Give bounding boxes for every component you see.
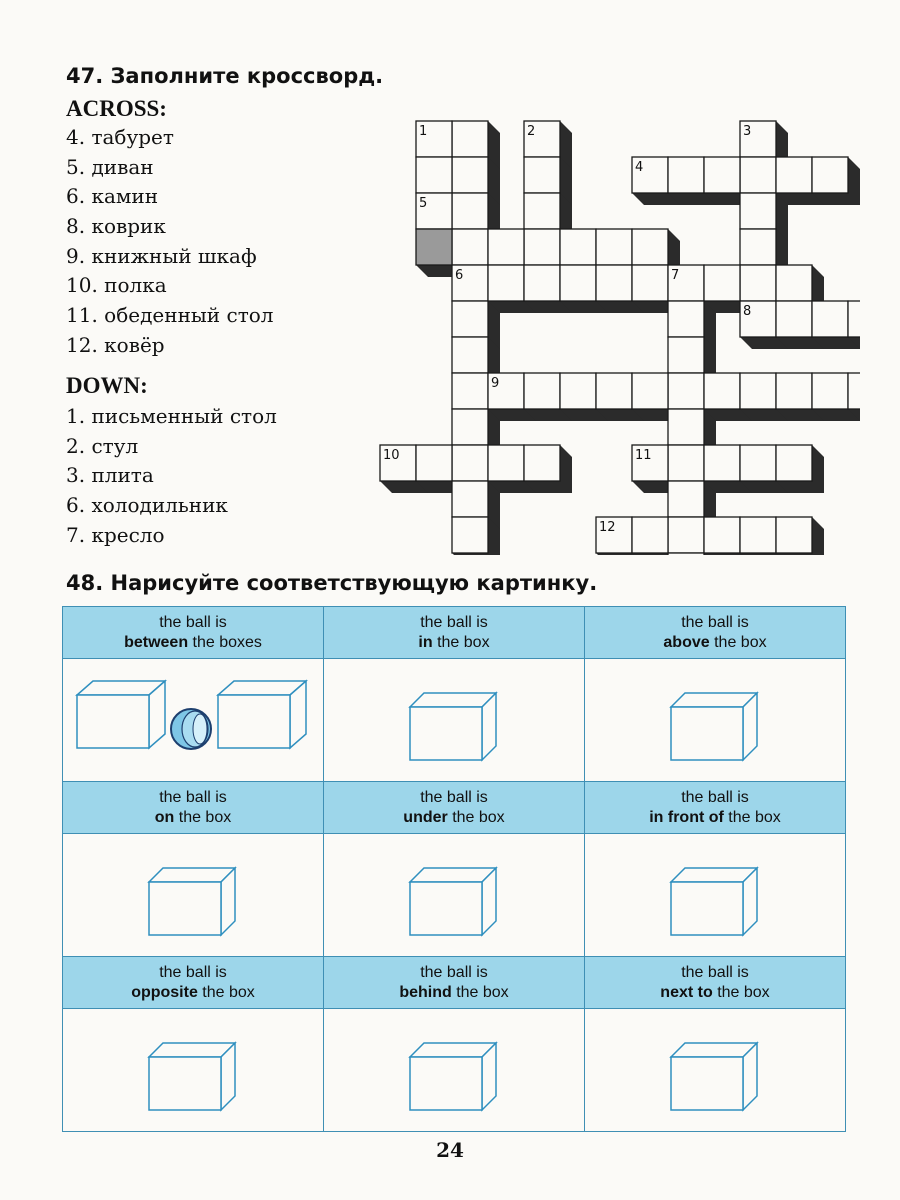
crossword-cell[interactable] <box>776 157 812 193</box>
crossword-cell[interactable] <box>416 157 452 193</box>
clue-number: 6 <box>455 268 464 283</box>
crossword-cell[interactable] <box>704 445 740 481</box>
clue-number: 7 <box>671 268 680 283</box>
down-heading: DOWN: <box>66 373 148 398</box>
clue-number: 3 <box>743 124 752 139</box>
crossword-cell[interactable] <box>524 193 560 229</box>
clue-number: 9 <box>491 376 500 391</box>
across-clue: 8. коврик <box>66 214 166 239</box>
box-front <box>671 707 743 760</box>
crossword-cell[interactable] <box>668 337 704 373</box>
crossword-cell[interactable] <box>740 445 776 481</box>
crossword-cell[interactable] <box>560 265 596 301</box>
crossword-cell[interactable] <box>452 193 488 229</box>
crossword-cell[interactable] <box>668 301 704 337</box>
crossword-cell[interactable] <box>776 517 812 553</box>
clue-number: 8 <box>743 304 752 319</box>
crossword-cell[interactable] <box>452 517 488 553</box>
drawing-cell-above[interactable] <box>585 659 846 782</box>
crossword-cell[interactable] <box>524 445 560 481</box>
box-drawing <box>324 659 585 781</box>
drawing-cell-next-to[interactable] <box>585 1009 846 1132</box>
down-clue: 7. кресло <box>66 522 165 547</box>
exercise-48-title: 48. Нарисуйте соответствующую картинку. <box>66 571 598 595</box>
crossword-cell[interactable] <box>560 373 596 409</box>
caption-cell: the ball is above the box <box>585 607 846 659</box>
box-front <box>671 882 743 935</box>
caption-cell: the ball is opposite the box <box>63 957 324 1009</box>
down-clue-list <box>66 402 277 550</box>
crossword-cell[interactable] <box>668 373 704 409</box>
crossword-cell[interactable] <box>452 445 488 481</box>
down-clue: 6. холодильник <box>66 493 228 518</box>
crossword-cell[interactable] <box>740 517 776 553</box>
box-front <box>410 1057 482 1110</box>
crossword-cell[interactable] <box>740 157 776 193</box>
clue-number: 4 <box>635 160 644 175</box>
box-drawing <box>585 659 846 781</box>
crossword-cell[interactable] <box>740 265 776 301</box>
clue-number: 12 <box>599 520 616 535</box>
crossword-cell[interactable] <box>452 409 488 445</box>
crossword-grid <box>360 115 860 555</box>
crossword-cell[interactable] <box>740 229 776 265</box>
page-number: 24 <box>436 1138 464 1162</box>
box-front <box>149 882 221 935</box>
caption-cell: the ball is between the boxes <box>63 607 324 659</box>
down-clue: 3. плита <box>66 463 154 488</box>
across-clue: 10. полка <box>66 273 167 298</box>
caption-cell: the ball is behind the box <box>324 957 585 1009</box>
crossword-cell[interactable] <box>848 301 860 337</box>
crossword-cell[interactable] <box>632 517 668 553</box>
drawing-task-table <box>62 606 846 1132</box>
crossword-cell[interactable] <box>668 157 704 193</box>
crossword-cell[interactable] <box>668 445 704 481</box>
crossword-cell[interactable] <box>452 229 488 265</box>
crossword-cell[interactable] <box>524 157 560 193</box>
down-clue: 1. письменный стол <box>66 404 277 428</box>
crossword-cell[interactable] <box>776 373 812 409</box>
crossword-cell[interactable] <box>812 373 848 409</box>
across-clue: 5. диван <box>66 154 154 179</box>
crossword-cell[interactable] <box>704 517 740 553</box>
crossword-cell[interactable] <box>488 229 524 265</box>
across-clue: 11. обеденный стол <box>66 303 274 328</box>
box-front <box>410 707 482 760</box>
caption-cell: the ball is on the box <box>63 782 324 834</box>
crossword-cell[interactable] <box>632 229 668 265</box>
drawing-cell-on[interactable] <box>63 834 324 957</box>
crossword-cell[interactable] <box>740 373 776 409</box>
caption-cell: the ball is in the box <box>324 607 585 659</box>
drawing-cell-in-front-of[interactable] <box>585 834 846 957</box>
crossword-cell[interactable] <box>776 445 812 481</box>
drawing-cell-opposite[interactable] <box>63 1009 324 1132</box>
down-clue: 2. стул <box>66 433 139 458</box>
drawing-cell-between[interactable] <box>63 659 324 782</box>
crossword-cell[interactable] <box>812 301 848 337</box>
across-clue: 6. камин <box>66 184 159 209</box>
crossword-cell[interactable] <box>452 301 488 337</box>
crossword-cell[interactable] <box>632 265 668 301</box>
crossword-cell[interactable] <box>668 553 704 555</box>
crossword-cell[interactable] <box>704 157 740 193</box>
box-front <box>671 1057 743 1110</box>
caption-cell: the ball is next to the box <box>585 957 846 1009</box>
clue-number: 11 <box>635 448 652 463</box>
crossword-cell[interactable] <box>524 265 560 301</box>
crossword-cell[interactable] <box>632 373 668 409</box>
crossword-cell[interactable] <box>452 373 488 409</box>
drawing-cell-behind[interactable] <box>324 1009 585 1132</box>
box-drawing <box>63 1009 324 1131</box>
boxes-and-ball-drawing <box>63 659 324 781</box>
clue-number: 2 <box>527 124 536 139</box>
crossword-cell[interactable] <box>668 481 704 517</box>
crossword-cell[interactable] <box>740 193 776 229</box>
exercise-47-title: 47. Заполните кроссворд. <box>66 64 384 88</box>
clue-number: 1 <box>419 124 428 139</box>
box-drawing <box>63 834 324 956</box>
crossword-cell[interactable] <box>812 157 848 193</box>
caption-cell: the ball is under the box <box>324 782 585 834</box>
crossword-cell[interactable] <box>524 229 560 265</box>
drawing-cell-under[interactable] <box>324 834 585 957</box>
crossword-cell[interactable] <box>596 265 632 301</box>
crossword-cell[interactable] <box>488 445 524 481</box>
crossword-cell[interactable] <box>524 373 560 409</box>
crossword-cell[interactable] <box>668 409 704 445</box>
box-drawing <box>324 834 585 956</box>
crossword-cell[interactable] <box>776 265 812 301</box>
crossword-cell[interactable] <box>416 445 452 481</box>
crossword-cell[interactable] <box>704 265 740 301</box>
across-heading: ACROSS: <box>66 96 167 121</box>
drawing-cell-in[interactable] <box>324 659 585 782</box>
across-clue: 12. ковёр <box>66 332 165 357</box>
crossword-cell[interactable] <box>704 373 740 409</box>
crossword-cell[interactable] <box>488 265 524 301</box>
crossword-cell[interactable] <box>452 481 488 517</box>
crossword-cell[interactable] <box>596 229 632 265</box>
crossword-cell[interactable] <box>452 157 488 193</box>
crossword-cell[interactable] <box>416 229 452 265</box>
across-clue-list <box>66 123 274 361</box>
crossword-cell[interactable] <box>596 373 632 409</box>
crossword-cell[interactable] <box>452 121 488 157</box>
box-drawing <box>585 834 846 956</box>
across-clue: 4. табурет <box>66 125 174 149</box>
box-front <box>149 1057 221 1110</box>
clue-number: 5 <box>419 196 428 211</box>
caption-cell: the ball is in front of the box <box>585 782 846 834</box>
box-drawing <box>585 1009 846 1131</box>
across-clue: 9. книжный шкаф <box>66 243 257 268</box>
crossword-cell[interactable] <box>452 337 488 373</box>
clue-number: 10 <box>383 448 400 463</box>
box-front <box>410 882 482 935</box>
crossword-cell[interactable] <box>776 301 812 337</box>
crossword-cell[interactable] <box>560 229 596 265</box>
box-drawing <box>324 1009 585 1131</box>
crossword-cell[interactable] <box>668 517 704 553</box>
crossword-cell[interactable] <box>848 373 860 409</box>
